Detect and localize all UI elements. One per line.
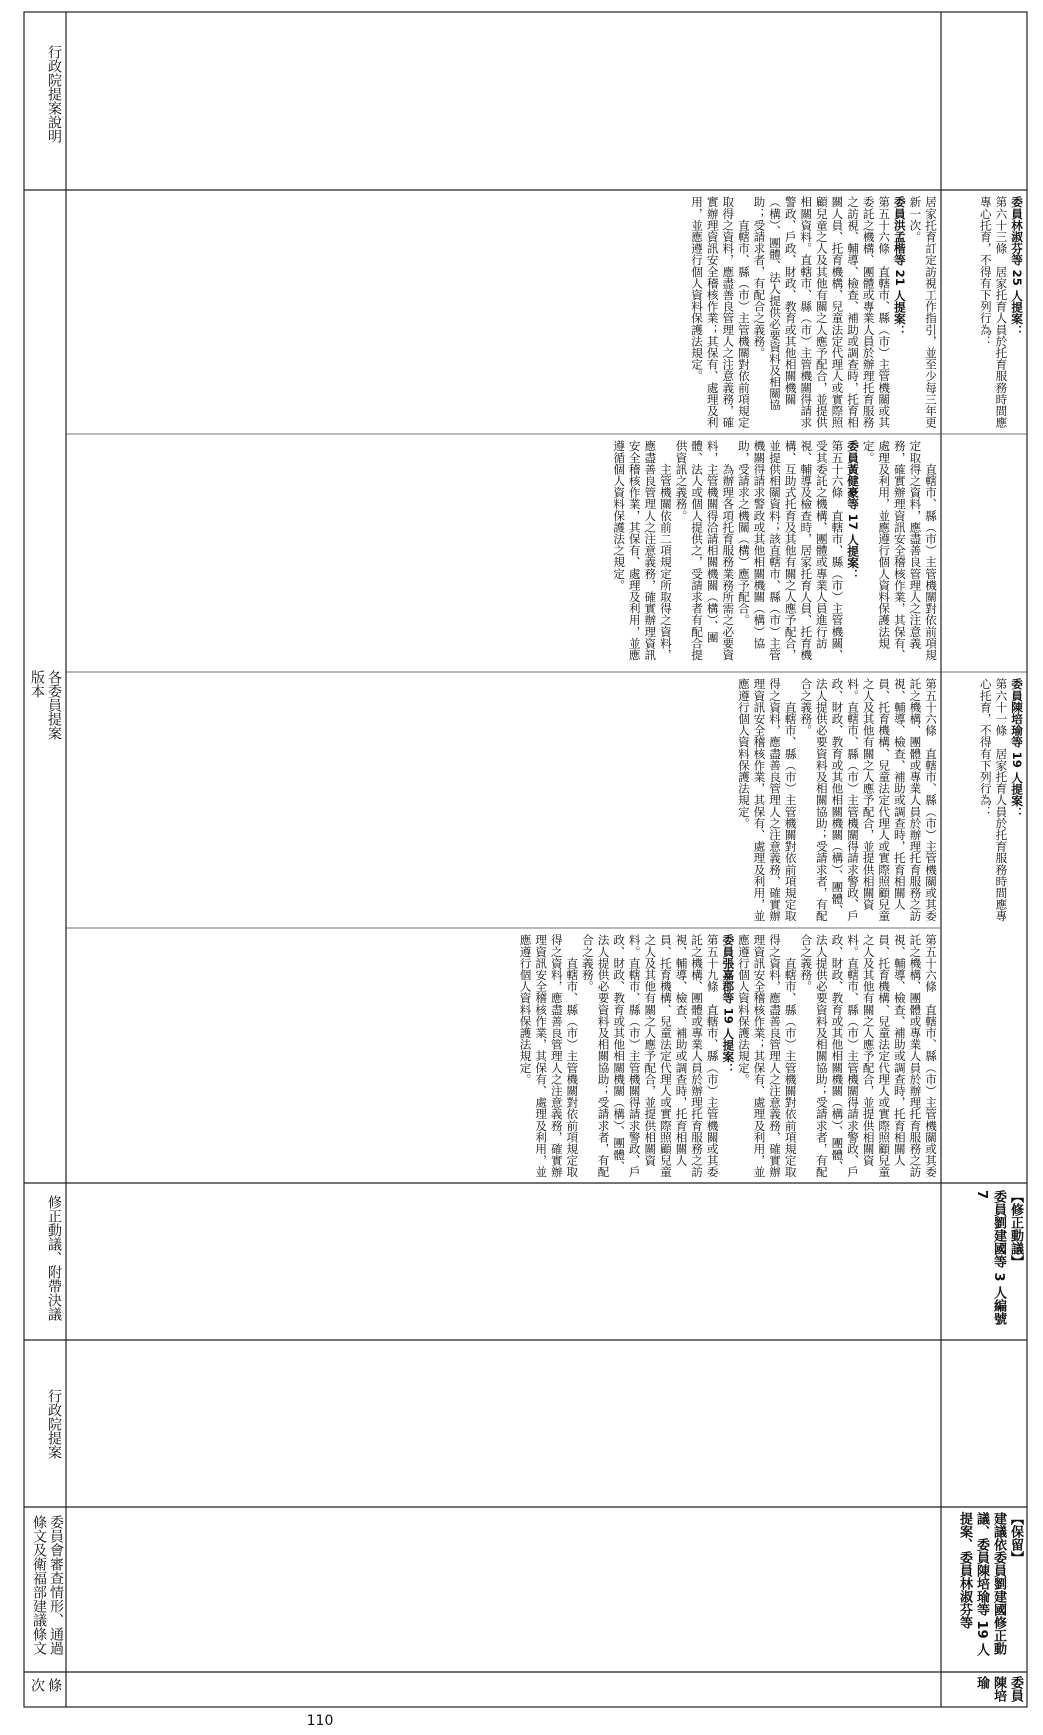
proposal-c xyxy=(70,196,938,428)
proposal-c-p1: 居家托育訂定訪視工作指引，並至少每三年更新一次。 xyxy=(908,196,938,428)
row2-chen-proposal xyxy=(944,678,1024,922)
proposal-c-p2: 第五十六條 直轄市、縣（市）主管機關或其委託之機構、團體或專業人員於辦理托育服務之訪視、輔導、檢查、補助或調查時，托育相關人員、托育機構、兒童法定代理人或實際照顧兒童之人及其他有關之人應予配合，並提供相關資料。直轄市、縣（市）主管機關得請求警政、戶政、財政、教育或其他相關機關（構）、團體、法人提供必要資料及相關協助；受請求者，有配合之義務。 xyxy=(752,196,892,428)
header-article: 條次 xyxy=(29,1678,62,1692)
row2-amend-text: 委員劉建國等 3 人編號 7 xyxy=(974,1190,1006,1330)
row2-lin-text: 第六十三條 居家托育人員於托育服務時間應專心托育，不得有下列行為： xyxy=(978,196,1009,428)
proposal-b xyxy=(70,440,938,666)
proposal-a-p1: 第五十六條 直轄市、縣（市）主管機關或其委託之機構、團體或專業人員於辦理托育服務之訪視、輔導、檢查、補助或調查時，托育相關人員、托育機構、兒童法定代理人或實際照顧兒童之人及其他有關之人應予配合，並提供相關資料。直轄市、縣（市）主管機關得請求警政、戶政、財政、教育或其他相關機關（構）、團體、法人提供必要資料及相關協助；受請求者，有配合之義務。 xyxy=(799,678,938,922)
row2-chen-text: 第六十一條 居家托育人員於托育服務時間應專心托育，不得有下列行為： xyxy=(978,678,1009,922)
header-exec-proposal: 行政院提案 xyxy=(46,1389,62,1459)
page-number: 110 xyxy=(306,1713,334,1729)
row2-amend-label: 【修正動議】 xyxy=(1008,1190,1023,1268)
proposal-left-p1: 第五十六條 直轄市、縣（市）主管機關或其委託之機構、團體或專業人員於辦理托育服務之訪視、輔導、檢查、補助或調查時，托育相關人員、托育機構、兒童法定代理人或實際照顧兒童之人及其他有關之人應予配合，並提供相關資料。直轄市、縣（市）主管機關得請求警政、戶政、財政、教育或其他相關機關（構）、團體、法人提供必要資料及相關協助；受請求者，有配合之義務。 xyxy=(799,934,938,1178)
proposal-a-p2: 直轄市、縣（市）主管機關對依前項規定取得之資料，應盡善良管理人之注意義務，確實辦理資訊安全稽核作業，其保有、處理及利用，並應遵行個人資料保護法規定。 xyxy=(736,678,798,922)
proposal-b-p2: 第五十六條 直轄市、縣（市）主管機關、受其委託之機構、團體或專業人員進行訪視、輔導及檢查時，居家托育人員、托育機構、互助式托育及其他有關之人應予配合，並提供相關資料；該直轄市、縣（市）主管機關得請求警政或其他相關機關（構）協助，受請求之機關（構）應予配合。 xyxy=(736,440,845,661)
proposal-c-title: 委員洪孟楷等 21 人提案： xyxy=(892,196,907,337)
row2-lin-title: 委員林淑芬等 25 人提案： xyxy=(1010,196,1024,337)
row2-review-label: 【保留】 xyxy=(1008,1512,1023,1564)
header-exec-note: 行政院提案說明 xyxy=(46,45,62,143)
proposal-left-p3: 第五十九條 直轄市、縣（市）主管機關或其委託之機構、團體或專業人員於辦理托育服務之訪視、輔導、檢查、補助或調查時，托育相關人員、托育機構、兒童法定代理人或實際照顧兒童之人及其他有關之人應予配合，並提供相關資料。直轄市、縣（市）主管機關得請求警政、戶政、財政、教育或其他相關機關（構）、團體、法人提供必要資料及相關協助；受請求者，有配合之義務。 xyxy=(580,934,720,1178)
header-amendment: 修正動議、附帶決議 xyxy=(46,1195,62,1321)
proposal-left-p4: 直轄市、縣（市）主管機關對依前項規定取得之資料，應盡善良管理人之注意義務，確實辦理資訊安全稽核作業，其保有、處理及利用，並應遵行個人資料保護法規定。 xyxy=(518,934,580,1178)
row2-article: 委員陳培瑜 xyxy=(974,1676,1023,1702)
proposal-c-p3: 直轄市、縣（市）主管機關對依前項規定取得之資料，應盡善良管理人之注意義務，確實辦理資訊安全稽核作業；其保有、處理及利用，並應遵行個人資料保護法規定。 xyxy=(690,196,751,428)
row2-review-text: 建議依委員劉建國修正動議、委員陳培瑜等 19 人提案、委員林淑芬等 xyxy=(957,1512,1006,1657)
header-member-proposals: 各委員提案版本 xyxy=(29,670,62,740)
proposal-b-p4: 主管機關依前二項規定所取得之資料，應盡善良管理人之注意義務，確實辦理資訊安全稽核作業，其保有、處理及利用，並應遵循個人資料保護法之規定。 xyxy=(612,440,673,661)
proposal-a xyxy=(70,678,938,922)
proposal-b-title: 委員黃健豪等 17 人提案： xyxy=(846,440,861,581)
row2-amendment xyxy=(944,1190,1024,1336)
row2-lin-proposal xyxy=(944,196,1024,428)
row2-review xyxy=(944,1512,1024,1668)
proposal-b-p3: 為辦理各項托育服務業務所需之必要資料，主管機關得洽請相關機關（構）、團體、法人或個人提供之，受請求者有配合提供資訊之義務。 xyxy=(674,440,736,661)
header-review: 委員會審查情形、通過條文及衛福部建議條文 xyxy=(31,1515,64,1655)
proposal-left-title: 委員張嘉郡等 19 人提案： xyxy=(721,934,736,1075)
proposal-left xyxy=(70,934,938,1178)
proposal-left-p2: 直轄市、縣（市）主管機關對依前項規定取得之資料，應盡善良管理人之注意義務，確實辦理資訊安全稽核作業；其保有、處理及利用，並應遵行個人資料保護法規定。 xyxy=(736,934,798,1178)
proposal-b-p1: 直轄市、縣（市）主管機關對依前項規定取得之資料，應盡善良管理人之注意義務，確實辦理資訊安全稽核作業，其保有、處理及利用，並應遵行個人資料保護法規定。 xyxy=(861,440,938,661)
row2-chen-title: 委員陳培瑜等 19 人提案： xyxy=(1010,678,1024,819)
